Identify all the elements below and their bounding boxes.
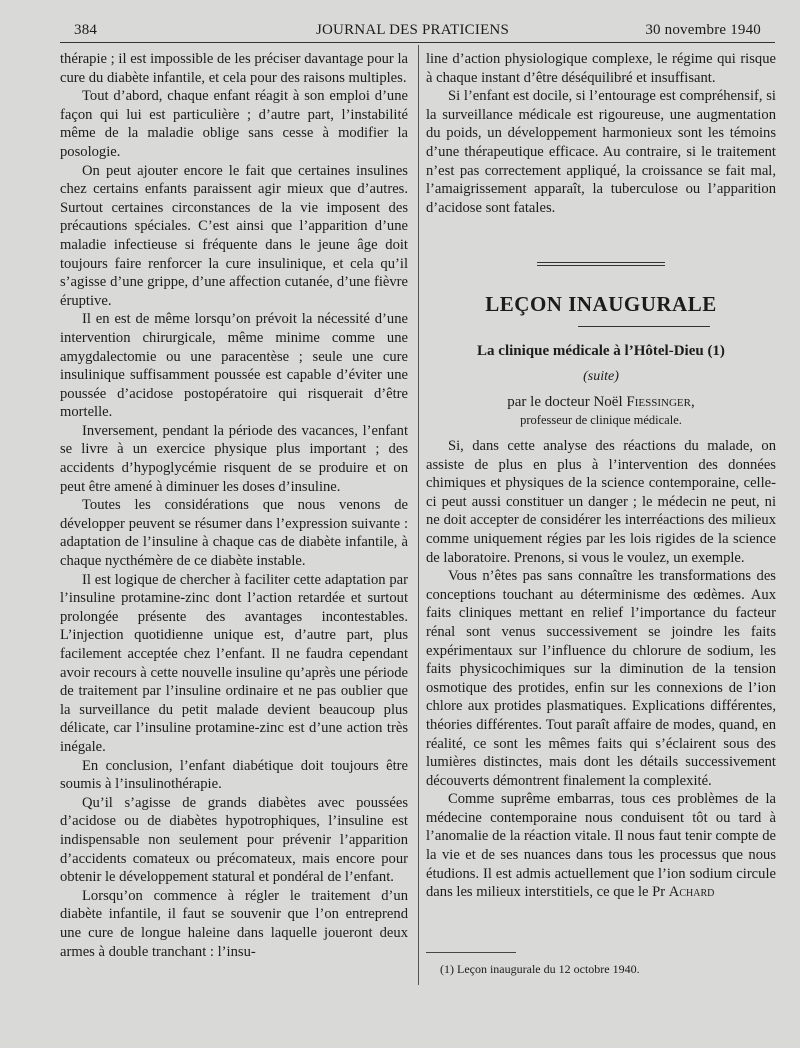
- column-separator: [418, 45, 419, 985]
- issue-date: 30 novembre 1940: [645, 22, 761, 38]
- page-number: 384: [74, 22, 98, 38]
- journal-title: JOURNAL DES PRATICIENS: [315, 22, 510, 38]
- section-title: LEÇON INAUGURALE: [485, 292, 717, 316]
- paragraph: line d’action physiologique complexe, le régime qui risque à chaque instant d’être déséquilibré et insuffisant.: [426, 51, 776, 86]
- paragraph: On peut ajouter encore le fait que certaines insulines chez certains enfants paraissent agir mieux que d’autres. Surtout certaines circonstances de la vie imposent des précautions spéciales. C’est ainsi que l’apparition d’une maladie infectieuse si fréquente dans le jeune âge doit toujours faire renforcer la cure insulinique, et cela qu’il s’agisse d’une grippe, d’une affection cutanée, d’une fièvre éruptive.: [60, 162, 408, 309]
- paragraph: Qu’il s’agisse de grands diabètes avec poussées d’acidose ou de diabètes hypotrophiques, l’insuline est indispensable non seulement pour prévenir l’apparition d’accidents comateux ou précomateux, mais encore pour obtenir le développement statural et pondéral de l’enfant.: [60, 794, 408, 886]
- right-column-top: [426, 50, 776, 217]
- paragraph: Tout d’abord, chaque enfant réagit à son emploi d’une façon qui lui est particulière ; d’autre part, l’instabilité même de la maladie oblige sans cesse à modifier la posologie.: [60, 88, 408, 160]
- paragraph: Si l’enfant est docile, si l’entourage est compréhensif, si la surveillance médicale est rigoureuse, une augmentation du poids, un développement harmonieux sont les témoins d’une thérapeutique efficace. Au contraire, si le traitement n’est pas correctement appliqué, la croissance se fait mal, l’amaigrissement apparaît, la tuberculose ou l’apparition d’acidose sont fatales.: [426, 88, 776, 216]
- paragraph: Si, dans cette analyse des réactions du malade, on assiste de plus en plus à l’intervention des données chimiques et physiques de la science contemporaine, celle-ci peut aussi constituer un danger ; le médecin ne peut, ni ne doit accepter de considérer les interréactions des milieux comme uniquement régies par les lois rigides de la science de laboratoire. Prenons, si vous le voulez, un exemple.: [426, 438, 776, 566]
- author-prefix: par le docteur Noël: [507, 394, 623, 410]
- footnote: (1) Leçon inaugurale du 12 octobre 1940.: [440, 962, 640, 976]
- paragraph: Il est logique de chercher à faciliter cette adaptation par l’insuline protamine-zinc dont l’action retardée et surtout prolongée présente des avantages incontestables. L’injection quotidienne unique est, d’autre part, plus facilement acceptée chez l’enfant. Il ne faudra cependant avoir recours à cette nouvelle insuline qu’après une période de traitement par l’insuline ordinaire et ne pas oublier que la surveillance du petit malade devient beaucoup plus délicate, car l’insuline protamine-zinc est d’une action très inégale.: [60, 571, 408, 755]
- article-subtitle: La clinique médicale à l’Hôtel-Dieu (1): [477, 343, 725, 359]
- footnote-rule: [426, 952, 516, 953]
- left-column: [60, 50, 408, 961]
- decorative-double-rule: [537, 262, 665, 268]
- paragraph: En conclusion, l’enfant diabétique doit toujours être soumis à l’insulinothérapie.: [60, 757, 408, 793]
- paragraph: Inversement, pendant la période des vacances, l’enfant se livre à un exercice physique plus important ; des accidents d’hypoglycémie risquent de se produire et on peut être amené à diminuer les doses d’insuline.: [60, 422, 408, 495]
- paragraph: thérapie ; il est impossible de les préciser davantage pour la cure du diabète infantile, et cela pour des raisons multiples.: [60, 51, 408, 86]
- author-title: Pr: [652, 884, 666, 901]
- author-role: professeur de clinique médicale.: [520, 413, 682, 427]
- paragraph: Lorsqu’on commence à régler le traitement d’un diabète infantile, il faut se souvenir que l’on entreprend une cure de longue haleine dans laquelle joueront deux armes à double tranchant : l’insu-: [60, 887, 408, 960]
- paragraph: Toutes les considérations que nous venons de développer peuvent se résumer dans l’expression suivante : adaptation de l’insuline à chaque cas de diabète infantile, à chaque nycthémère de ce diabète instable.: [60, 497, 408, 570]
- paragraph: Il en est de même lorsqu’on prévoit la nécessité d’une intervention chirurgicale, même minime comme une amygdalectomie ou une paracentèse ; seule une cure insulinique suffisamment poussée est capable d’éviter une poussée d’acidose postopératoire qui risquerait d’être mortelle.: [60, 311, 408, 421]
- cited-name: Achard: [668, 884, 715, 901]
- paragraph: [426, 790, 776, 902]
- paragraph: Vous n’êtes pas sans connaître les transformations des conceptions touchant au déterminisme des œdèmes. Aux faits cliniques mettant en relief l’importance du facteur rénal sont venus successivement se joindre les faits expérimentaux sur l’influence du chlorure de sodium, les faits physicochimiques sur la diminution de la tension osmotique des protides, enfin sur les connexions de l’ion chlore aux protides plasmatiques. Explications différentes, théories différentes. Tout paraît affaire de modes, quand, en réalité, ce sont les mêmes faits qui s’éclairent sous des lumières distinctes, mais dont les détails successivement découverts démontrent finalement la complexité.: [426, 568, 776, 789]
- header-rule: [60, 42, 775, 43]
- author-name: Fiessinger,: [626, 394, 695, 410]
- running-header: [60, 18, 765, 44]
- suite-label: (suite): [583, 369, 619, 384]
- author-line: [426, 394, 776, 411]
- title-underline: [578, 326, 710, 327]
- right-column-body: [426, 437, 776, 902]
- paragraph-text: Comme suprême embarras, tous ces problèmes de la médecine contemporaine nous conduisent tôt ou tard à l’anomalie de la réaction vitale. Il nous faut tenir compte de la vie et de ses nuances dans tous les processus que nous étudions. Il est admis actuellement que l’ion sodium circule dans les milieux interstitiels, ce que le: [426, 791, 776, 901]
